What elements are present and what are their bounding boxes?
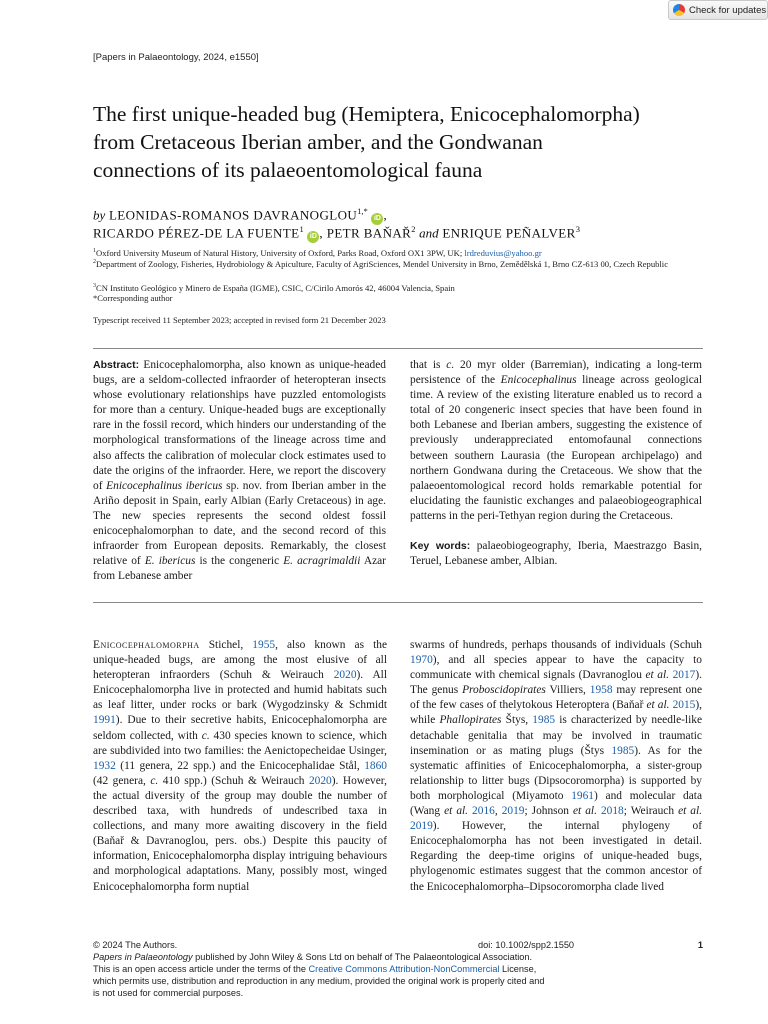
body-text: Villiers, (545, 684, 590, 697)
reference-link[interactable]: 1958 (589, 684, 613, 697)
footer-top-row (93, 940, 703, 952)
et-al: et al. (573, 805, 597, 818)
et-al: et al. (444, 805, 469, 818)
taxon-name: Phallopirates (439, 714, 502, 727)
body-text: ). All Enicocephalomorpha live in protected and humid habitats such as leaf litter, under rocks or bark (Wygodzinsky & Schmidt (93, 669, 387, 712)
license-link[interactable]: Creative Commons Attribution-NonCommercial (308, 964, 500, 974)
affiliation-number: 3 (93, 283, 96, 289)
lead-term: Enicocephalomorpha (93, 639, 200, 651)
reference-link[interactable]: 1985 (532, 714, 556, 727)
reference-link[interactable]: 2017 (672, 669, 696, 682)
abstract-text: sp. nov. from Iberian amber in the Ariño deposit in Spain, early Albian (Early Cretaceous) in age. The new species represents the second oldest fossil enicocephalomorphan to date, and the second record of this infraorder from European deposits. Remarkably, the closest relative of (93, 479, 386, 568)
reference-link[interactable]: 2019 (501, 805, 525, 818)
copyright: © 2024 The Authors. (93, 940, 178, 950)
author-email-link[interactable]: lrdreduvius@yahoo.gr (464, 247, 542, 258)
reference-link[interactable]: 1932 (93, 759, 116, 772)
body-left-column (93, 638, 387, 895)
body-text: Stichel, (199, 639, 253, 651)
affiliation-text: Department of Zoology, Fisheries, Hydrobiology & Apiculture, Faculty of AgriSciences, Mendel University in Brno, Zemědělská 1, Brno CZ-613 00, Czech Republic (96, 258, 669, 269)
body-text: ). However, the actual diversity of the group may double the number of described taxa, with hundreds of undescribed taxa in collections, and many more awaiting discovery in the field (Baňař & Davranoglou, pers. obs.) Despite this paucity of information, Enicocephalomorpha display intriguing behaviours and morphological adaptations. Many, possibly most, winged Enicocephalomorpha form nuptial (93, 774, 387, 893)
keywords-label: Key words: (410, 540, 471, 553)
body-text: , (494, 805, 502, 818)
publisher-text: published by John Wiley & Sons Ltd on behalf of The Palaeontological Association. (192, 952, 533, 962)
circa-abbrev: c. (150, 774, 159, 787)
page-number: 1 (697, 940, 703, 950)
received-dates: Typescript received 11 September 2023; accepted in revised form 21 December 2023 (93, 315, 386, 325)
byline-and: and (419, 225, 439, 241)
divider (93, 602, 703, 603)
body-text: ). As for the systematic affinities of Enicocephalomorpha, a sister-group relationship to litter bugs (Dipsocoromorpha) is supported by both morphological (Miyamoto (410, 744, 702, 802)
body-text: Štys, (501, 714, 533, 727)
check-for-updates-label: Check for updates (689, 4, 767, 16)
footer-license-line-2: which permits use, distribution and reproduction in any medium, provided the original work is properly cited and (93, 976, 545, 986)
article-title (93, 100, 713, 184)
check-for-updates-button[interactable] (668, 0, 768, 20)
body-text: 430 species known to science, which are subdivided into two families: the Aenictopecheidae Usinger, (93, 729, 388, 757)
affiliation-number: 2 (93, 259, 96, 265)
abstract-text: Azar from Lebanese amber (93, 555, 386, 583)
author-affiliation-mark: 1 (299, 224, 304, 234)
body-text: 410 spp.) (Schuh & Weirauch (158, 774, 309, 787)
abstract-text: that is (410, 359, 447, 371)
footer-license-line-1 (93, 964, 703, 976)
orcid-icon[interactable]: iD (371, 213, 383, 225)
body-text: ), and all species appear to have the capacity to communicate with chemical signals (Davranoglou (410, 654, 702, 682)
body-text: ; Weirauch (623, 805, 679, 818)
abstract-text: 20 myr older (Barremian), indicating a long-term persistence of the (410, 359, 703, 387)
journal-name: Papers in Palaeontology (93, 952, 193, 962)
author-affiliation-mark: 2 (411, 224, 416, 234)
reference-link[interactable]: 2015 (672, 699, 696, 712)
body-text: ). The genus (410, 669, 702, 697)
footer-license-line-3: is not used for commercial purposes. (93, 988, 244, 998)
taxon-name: Enicocephalinus ibericus (106, 479, 223, 492)
doi[interactable]: doi: 10.1002/spp2.1550 (478, 940, 575, 950)
abstract-right-column (410, 358, 702, 569)
affiliation-text: Oxford University Museum of Natural History, University of Oxford, Parks Road, Oxford OX1 3PW, UK; (96, 247, 465, 258)
body-text: is characterized by needle-like detachable genitalia that may be involved in traumatic insemination or as mating plugs (Štys (410, 714, 703, 757)
reference-link[interactable]: 2020 (308, 774, 332, 787)
et-al: et al. (678, 805, 702, 818)
reference-link[interactable]: 1860 (364, 759, 387, 772)
crossmark-icon (673, 4, 685, 16)
et-al: et al. (646, 699, 670, 712)
body-text: swarms of hundreds, perhaps thousands of individuals (Schuh (410, 639, 702, 651)
affiliation-number: 1 (93, 248, 96, 254)
body-text: (11 genera, 22 spp.) and the Enicocephalidae Stål, (115, 759, 365, 772)
taxon-name: E. acragrimaldii (283, 555, 361, 568)
body-text: ). However, the internal phylogeny of Enicocephalomorpha has not been investigated in detail. Regarding the deep-time origins of unique-headed bugs, phylogenomic estimates suggest that the common ancestor of the Enicocephalomorpha–Dipsocoromorpha clade lived (410, 820, 702, 893)
author-affiliation-mark: 3 (575, 224, 580, 234)
abstract-text: is the congeneric (195, 555, 284, 568)
author-name: PETR BAŇAŘ (326, 225, 412, 241)
reference-link[interactable]: 1955 (252, 639, 276, 651)
body-text: ; Johnson (524, 805, 573, 818)
reference-link[interactable]: 2018 (600, 805, 624, 818)
abstract-text: Enicocephalomorpha, also known as unique-headed bugs, are a seldom-collected infraorder of heteropteran insects whose evolutionary relationships have puzzled entomologists for more than a century. Unique-headed bugs are exceptionally rare in the fossil record, which hinders our understanding of the morphological transformations of the lineage across time and also affects the calibration of molecular clock estimates used to date the origins of the infraorder. Here, we report the discovery of (93, 359, 386, 492)
license-text: This is an open access article under the terms of the (93, 964, 309, 974)
author-affiliation-mark: 1,* (357, 206, 368, 216)
license-text: License, (499, 964, 537, 974)
author-name: LEONIDAS-ROMANOS DAVRANOGLOU (108, 207, 358, 223)
et-al: et al. (645, 669, 669, 682)
journal-reference: [Papers in Palaeontology, 2024, e1550] (93, 52, 259, 63)
reference-link[interactable]: 1985 (611, 744, 635, 757)
abstract-text: lineage across geological time. A review of the existing literature enabled us to record a total of 20 congeneric insect species that have been found in both Lebanese and Iberian ambers, suggesting the existence of previously underappreciated entomofaunal connections between southern Laurasia (the European archipelago) and northern Gondwana during the Cretaceous. We show that the palaeoentomological record holds remarkable potential for elucidating the faunistic exchanges and palaeobiogeographical patterns in the peri-Tethyan region during the Cretaceous. (410, 374, 702, 522)
title-line: from Cretaceous Iberian amber, and the Gondwanan (93, 130, 543, 154)
footer-publisher (93, 952, 703, 964)
title-line: The first unique-headed bug (Hemiptera, Enicocephalomorpha) (93, 102, 640, 126)
body-text: , also known as the unique-headed bugs, are among the most elusive of all heteropteran infraorders (Schuh & Weirauch (93, 639, 388, 682)
body-right-column (410, 638, 702, 895)
byline-line-2: RICARDO PÉREZ-DE LA FUENTE$^1$ iD , PETR BAŇAŘ$^2$ and ENRIQUE PEÑALVER$^3$ (93, 224, 713, 243)
taxon-name: E. ibericus (144, 555, 196, 568)
body-text: may represent one of the few cases of thelytokous Heteroptera (Baňař (410, 684, 703, 712)
corresponding-author-note: *Corresponding author (93, 293, 173, 303)
affiliation-text: CN Instituto Geológico y Minero de España (IGME), CSIC, C/Cirilo Amorós 42, 46004 Valencia, Spain (96, 282, 455, 293)
title-line: connections of its palaeoentomological fauna (93, 158, 483, 182)
abstract-continued (410, 358, 702, 524)
byline-line-1: by LEONIDAS-ROMANOS $DAVRANOGLOU^{1,*}$ iD , (93, 206, 713, 225)
body-text: ) and molecular data (Wang (410, 789, 702, 818)
author-name: RICARDO PÉREZ-DE LA FUENTE (93, 225, 300, 241)
taxon-name: Enicocephalinus (500, 374, 577, 387)
circa-abbrev: c. (201, 729, 210, 742)
byline-by: by (93, 207, 106, 223)
divider (93, 348, 703, 349)
reference-link[interactable]: 1970 (410, 654, 433, 667)
reference-link[interactable]: 1991 (93, 714, 116, 727)
reference-link[interactable]: 2020 (333, 669, 357, 682)
affiliation-2 (93, 257, 683, 270)
keywords-text: palaeobiogeography, Iberia, Maestrazgo Basin, Teruel, Lebanese amber, Albian. (410, 540, 702, 568)
author-name: ENRIQUE PEÑALVER (442, 225, 576, 241)
reference-link[interactable]: 2019 (410, 820, 433, 833)
body-text: ), while (410, 699, 702, 727)
keywords (410, 539, 702, 569)
reference-link[interactable]: 1961 (571, 789, 594, 802)
body-text: ). Due to their secretive habits, Enicocephalomorpha are seldom collected, with (93, 714, 387, 742)
abstract-left-column (93, 358, 386, 584)
orcid-icon[interactable]: iD (307, 231, 319, 243)
taxon-name: Proboscidopirates (462, 684, 546, 697)
reference-link[interactable]: 2016 (472, 805, 495, 818)
affiliation-3 (93, 281, 683, 294)
circa-abbrev: c. (446, 359, 455, 371)
abstract-label: Abstract: (93, 359, 140, 371)
body-text: (42 genera, (93, 774, 151, 787)
